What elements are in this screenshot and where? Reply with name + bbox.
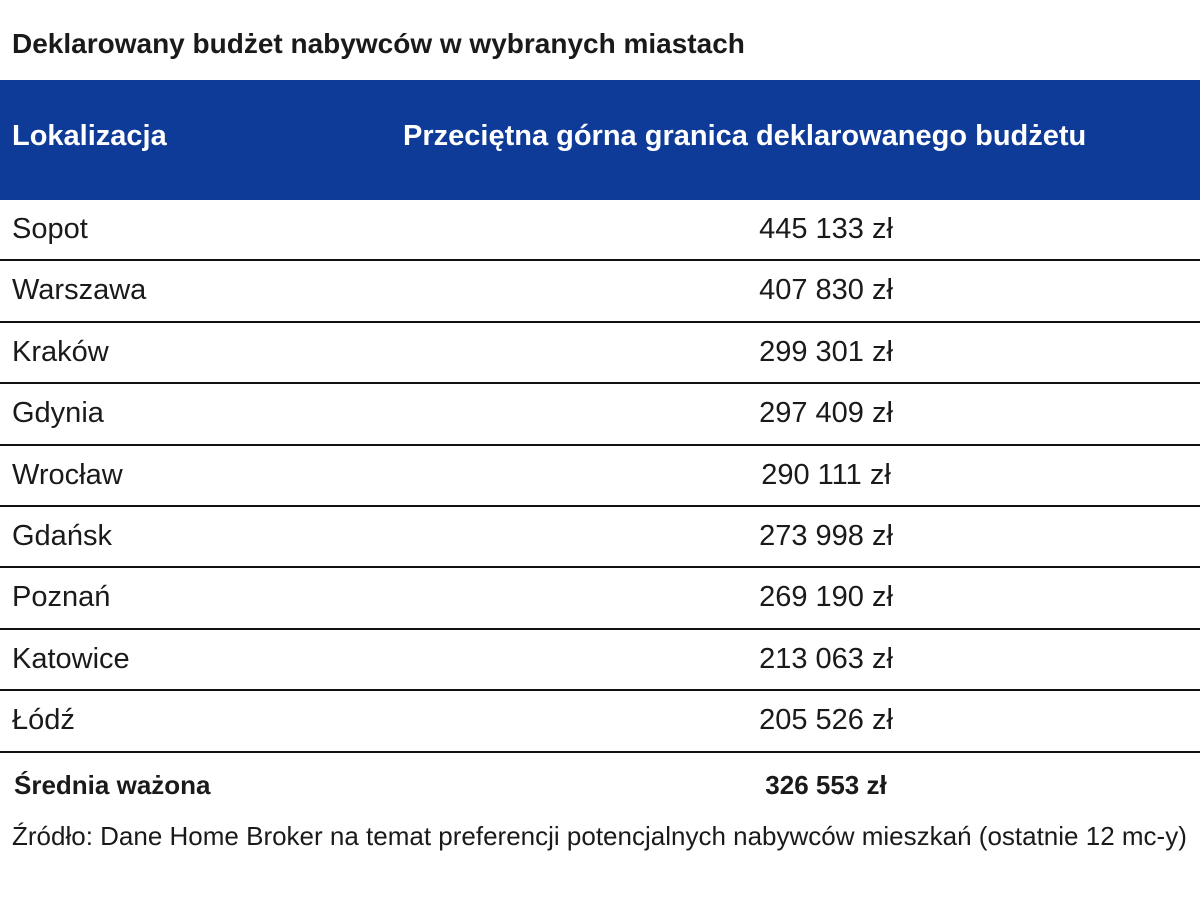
source-note: Źródło: Dane Home Broker na temat preferencji potencjalnych nabywców mieszkań (ostatnie 12 mc-y) (12, 821, 1187, 851)
row-city: Łódź (12, 704, 75, 737)
row-city: Kraków (12, 335, 109, 368)
row-city: Gdańsk (12, 519, 112, 552)
row-amount: 269 190 zł (759, 581, 893, 614)
table-row (0, 261, 1200, 322)
table-row (0, 200, 1200, 261)
table-header (0, 80, 1200, 200)
summary-label: Średnia ważona (14, 770, 211, 800)
table-title: Deklarowany budżet nabywców w wybranych miastach (12, 28, 745, 59)
table-row (0, 323, 1200, 384)
summary-amount: 326 553 zł (765, 770, 887, 800)
row-city: Gdynia (12, 397, 104, 430)
row-city: Warszawa (12, 274, 147, 307)
table-row (0, 446, 1200, 507)
table-body (0, 200, 1200, 753)
row-amount: 299 301 zł (759, 335, 893, 368)
table-row (0, 568, 1200, 629)
row-amount: 290 111 zł (761, 458, 891, 491)
header-location: Lokalizacja (12, 120, 167, 152)
header-budget: Przeciętna górna granica deklarowanego budżetu (403, 120, 1087, 152)
summary-row (0, 764, 1200, 806)
row-amount: 407 830 zł (759, 274, 893, 307)
row-city: Poznań (12, 581, 111, 614)
row-city: Katowice (12, 642, 130, 675)
row-amount: 213 063 zł (759, 642, 893, 675)
table-row (0, 691, 1200, 752)
row-amount: 205 526 zł (759, 704, 893, 737)
row-amount: 445 133 zł (759, 213, 893, 245)
table-row (0, 630, 1200, 691)
row-city: Sopot (12, 213, 88, 245)
table-row (0, 507, 1200, 568)
row-amount: 297 409 zł (759, 397, 893, 430)
row-city: Wrocław (12, 458, 123, 491)
table-row (0, 384, 1200, 445)
row-amount: 273 998 zł (759, 519, 893, 552)
